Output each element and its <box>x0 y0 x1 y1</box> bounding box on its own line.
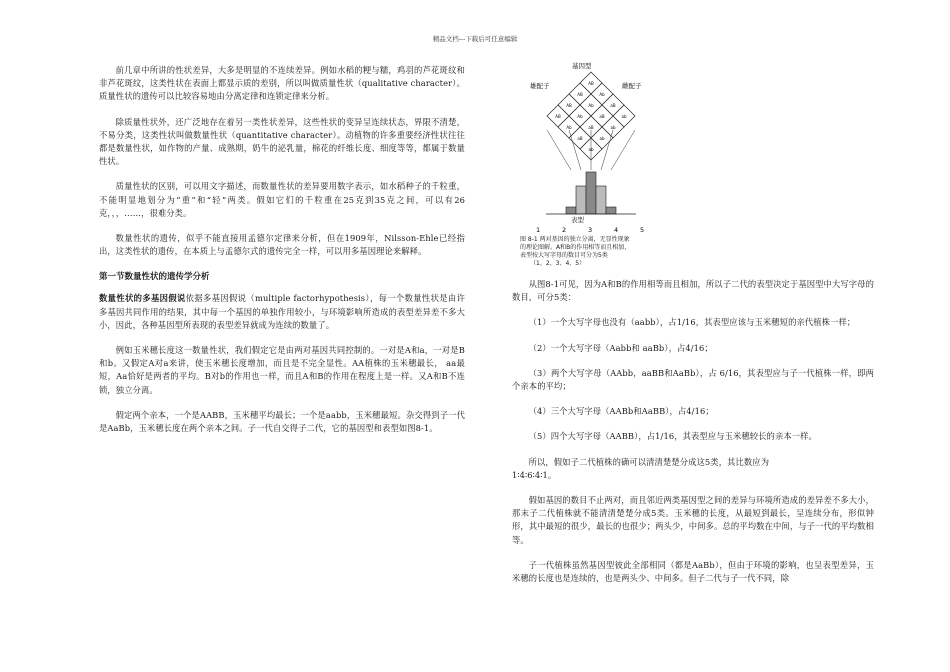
scale-number: 1 <box>536 226 541 234</box>
genotype-cell-label: aB <box>577 136 583 141</box>
histogram-bar <box>566 207 576 214</box>
left-column <box>99 64 465 447</box>
section-heading: 第一节数量性状的遗传学分析 <box>99 272 210 283</box>
caption-line: （1、2、3、4、5） <box>530 260 586 267</box>
genotype-cell-label: Ab <box>566 125 572 130</box>
bold-term: 数量性状的多基因假说 <box>99 293 186 304</box>
right-column <box>512 278 874 597</box>
paragraph: 除质量性状外，还广泛地存在着另一类性状差异，这些性状的变异呈连续状态，界限不清楚，不易分类，这类性状叫做数量性状（quantitative character）。动植物的许多重要经济性状往往都是数量性状，如作物的产量、成熟期，奶牛的泌乳量，棉花的纤维长度、细度等等，都属于数量性状。 <box>99 116 465 167</box>
figure-right-label: 雌配子 <box>622 82 642 90</box>
list-item: （5）四个大写字母（AABB），占1/16，其表型应与玉米穗较长的亲本一样。 <box>528 431 817 442</box>
histogram-bar <box>586 172 596 214</box>
genotype-cell-label: ab <box>588 147 594 152</box>
histogram-bar <box>606 207 616 214</box>
caption-line: 图 8-1 两对基因的独立分离，无显性现象 <box>520 236 630 243</box>
paragraph: 例如玉米穗长度这一数量性状，我们假定它是由两对基因共同控制的。一对是A和a，一对是B和b。又假定A对a来讲，使玉米穗长度增加，而且是不完全显性。AA植株的玉米穗最长， aa最短，Aa恰好是两者的平均。B对b的作用也一样，而且A和B的作用在程度上是一样。又A和B不连锁，独立分离。 <box>99 345 465 395</box>
figure-top-label: 基因型 <box>572 62 592 70</box>
caption-line: 的理论图解。A和B的作用相等而且相加， <box>520 244 631 251</box>
genotype-cell-label: ab <box>599 136 605 141</box>
histogram-bar <box>596 186 606 214</box>
paragraph: 质量性状的区别，可以用文字描述，而数量性状的差异要用数字表示，如水稻种子的千粒重，不能明显地划分为“重”和“轻”两类。假如它们的千粒重在25克到35克之间，可以有26克，，，……，很难分类。 <box>99 181 465 218</box>
ratio-text: 1∶4∶6∶4∶1。 <box>512 469 557 480</box>
figure-caption <box>520 236 670 268</box>
scale-number: 3 <box>588 226 593 234</box>
genotype-cell-label: ab <box>621 114 627 119</box>
genotype-cell-label: AB <box>566 103 572 108</box>
genotype-cell-label: Ab <box>599 92 605 97</box>
genotype-cell-label: Ab <box>588 103 594 108</box>
figure-left-label: 雄配子 <box>530 82 550 90</box>
list-item: （2）一个大写字母（Aabb和 aaBb），占4/16； <box>528 342 713 353</box>
connector-lines <box>547 130 635 170</box>
genotype-cell-label: AB <box>588 81 594 86</box>
phenotype-scale <box>536 226 644 234</box>
paragraph: 子一代植株虽然基因型彼此全部相同（都是AaBb），但由于环境的影响，也呈表型差异，玉米穗的长度也是连续的，也是两头少、中间多。但子二代与子一代不同，除 <box>512 559 874 584</box>
list-item: （3）两个大写字母（AAbb，aaBB和AaBb），占 6/16，其表型应与子一代植株一样，即两个亲本的平均； <box>512 367 874 392</box>
genotype-cell-label: ab <box>610 125 616 130</box>
genotype-cell-label: aB <box>588 125 594 130</box>
paragraph <box>99 292 465 332</box>
paragraph: 从图8-1可见，因为A和B的作用相等而且相加，所以子二代的表型决定于基因型中大写字母的数目，可分5类： <box>512 279 874 303</box>
list-item: （1）一个大写字母也没有（aabb），占1/16，其表型应该与玉米穗短的亲代植株一样； <box>528 317 856 328</box>
genotype-cell-label: aB <box>599 114 605 119</box>
paragraph: 数量性状的遗传，似乎不能直接用孟德尔定律来分析，但在1909年，Nilsson-Ehle已经指出，这类性状的遗传，在本质上与孟德尔式的遗传完全一样，可以用多基因理论来解释。 <box>99 233 465 257</box>
genotype-cell-label: aB <box>610 103 616 108</box>
page-header: 精品文档---下载后可任意编辑 <box>432 35 518 43</box>
paragraph: 假定两个亲本，一个是AABB，玉米穗平均最长；一个是aabb，玉米穗最短。杂交得到子一代是AaBb，玉米穗长度在两个亲本之间。子一代自交得子二代，它的基因型和表型如图8-1。 <box>99 409 465 434</box>
paragraph: 假如基因的数目不止两对，而且邻近两类基因型之间的差异与环境所造成的差异差不多大小，那末子二代植株就不能清清楚楚分成5类。玉米穗的长度，从最短到最长，呈连续分布，形似钟形，其中最短的很少，最长的也很少；两头少，中间多。总的平均数在中间，与子一代的平均数相等。 <box>512 495 874 545</box>
phenotype-histogram <box>546 172 636 214</box>
scale-number: 5 <box>640 226 645 234</box>
paragraph: 所以，假如子二代植株的确可以清清楚楚分成这5类，其比数应为 <box>528 456 770 467</box>
paragraph-text: 依据多基因假说（multiple factorhypothesis），每一个数量性状是由许多基因共同作用的结果，其中每一个基因的单独作用较小，与环境影响所造成的表型差异差不多大小，因此，各种基因型所表现的表型差异就成为连续的数量了。 <box>99 293 465 330</box>
scale-number: 4 <box>614 226 619 234</box>
histogram-bar <box>576 186 586 214</box>
list-item: （4）三个大写字母（AABb和AaBB），占4/16； <box>528 406 714 417</box>
genotype-cell-label: AB <box>577 92 583 97</box>
scale-number: 2 <box>562 226 567 234</box>
genotype-cell-label: AB <box>555 114 561 119</box>
paragraph: 前几章中所讲的性状差异，大多是明显的不连续差异。例如水稻的粳与糯，鸡羽的芦花斑纹和非芦花斑纹，这类性状在表面上都显示质的差别，所以叫做质量性状（qualitative character）。质量性状的遗传可以比较容易地由分离定律和连锁定律来分析。 <box>99 65 465 102</box>
genotype-cell-label: Ab <box>577 114 583 119</box>
figure-bottom-label: 表型 <box>571 216 584 224</box>
caption-line: 表型按大写字母的数目可分为5类 <box>520 252 608 259</box>
